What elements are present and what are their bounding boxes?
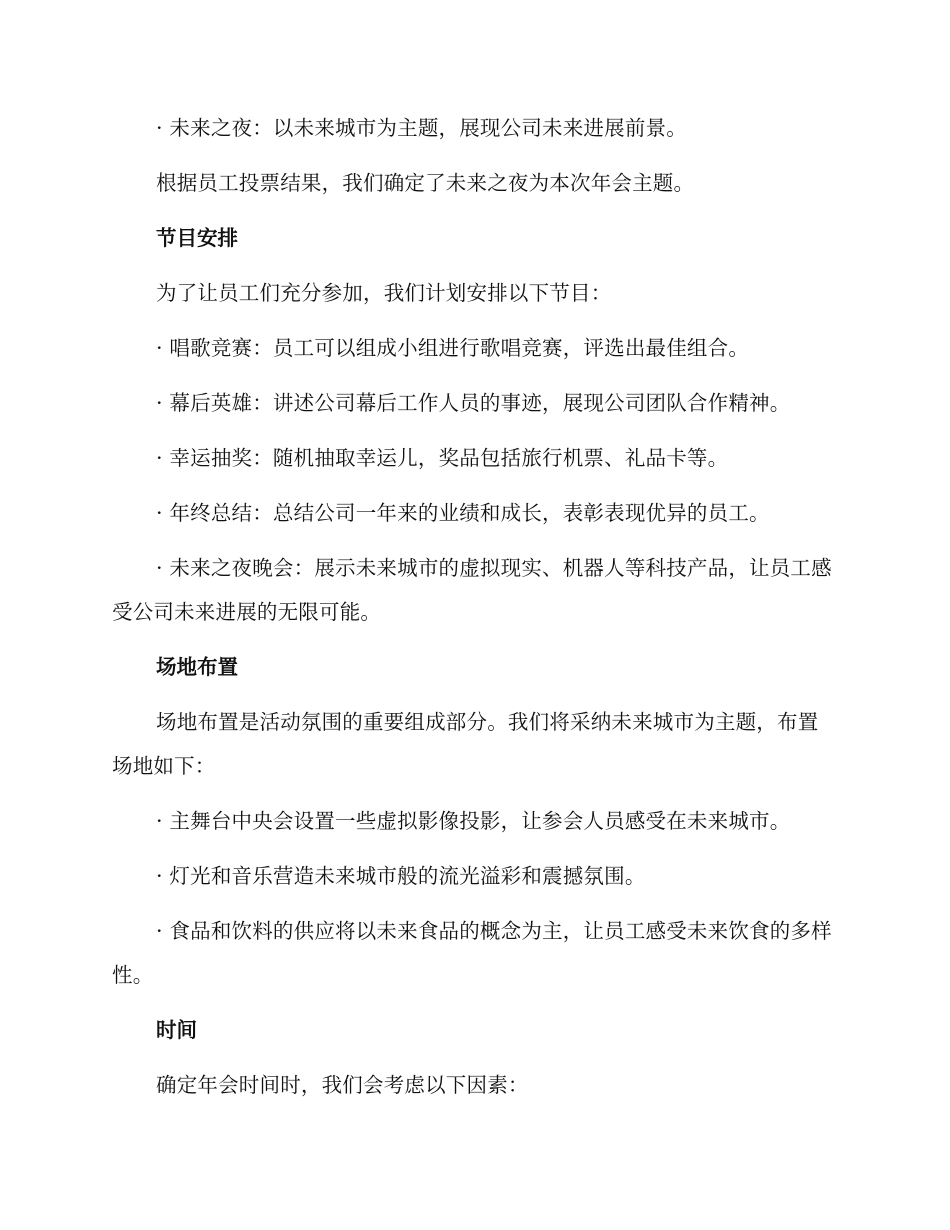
bullet-year-end-summary: · 年终总结：总结公司一年来的业绩和成长，表彰表现优异的员工。 — [156, 501, 770, 525]
paragraph-vote-result: 根据员工投票结果，我们确定了未来之夜为本次年会主题。 — [156, 171, 695, 195]
bullet-food-drinks: · 食品和饮料的供应将以未来食品的概念为主，让员工感受未来饮食的多样性。 — [112, 919, 832, 987]
heading-time: 时间 — [156, 1018, 197, 1042]
heading-program: 节目安排 — [156, 226, 238, 250]
bullet-lighting-music: · 灯光和音乐营造未来城市般的流光溢彩和震撼氛围。 — [156, 864, 646, 888]
bullet-lucky-draw: · 幸运抽奖：随机抽取幸运儿，奖品包括旅行机票、礼品卡等。 — [156, 446, 729, 470]
paragraph-time-factors: 确定年会时间时，我们会考虑以下因素： — [156, 1073, 529, 1097]
heading-venue-layout: 场地布置 — [156, 655, 238, 679]
paragraph-venue-intro: 场地布置是活动氛围的重要组成部分。我们将采纳未来城市为主题，布置场地如下： — [112, 710, 819, 778]
bullet-singing-contest: · 唱歌竞赛：员工可以组成小组进行歌唱竞赛，评选出最佳组合。 — [156, 336, 750, 360]
paragraph-future-night-bullet: · 未来之夜：以未来城市为主题，展现公司未来进展前景。 — [156, 116, 687, 140]
paragraph-program-intro: 为了让员工们充分参加，我们计划安排以下节目： — [156, 281, 612, 305]
bullet-future-night-gala: · 未来之夜晚会：展示未来城市的虚拟现实、机器人等科技产品，让员工感受公司未来进展的无限可能。 — [112, 556, 832, 624]
bullet-main-stage: · 主舞台中央会设置一些虚拟影像投影，让参会人员感受在未来城市。 — [156, 809, 791, 833]
document-body — [112, 106, 832, 1118]
bullet-behind-scenes-heroes: · 幕后英雄：讲述公司幕后工作人员的事迹，展现公司团队合作精神。 — [156, 391, 791, 415]
